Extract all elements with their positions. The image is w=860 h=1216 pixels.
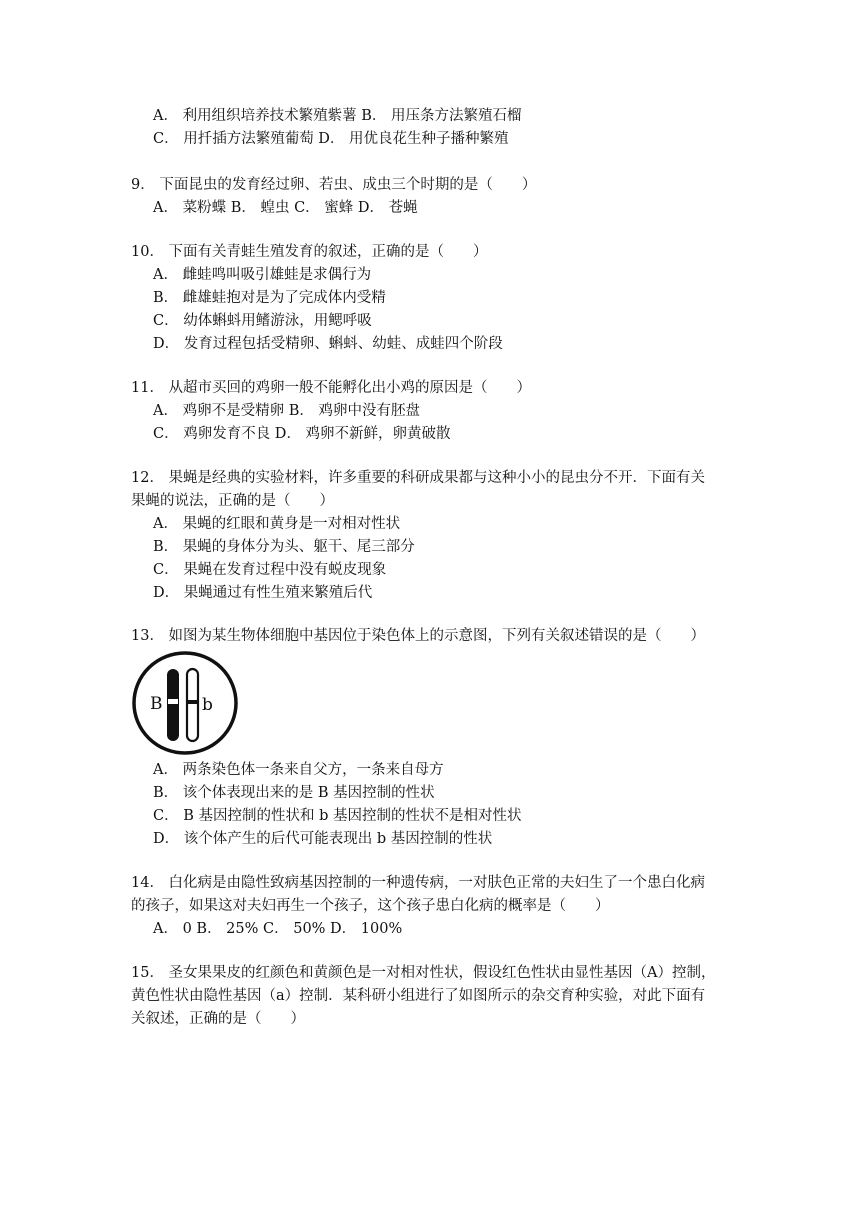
- q12-option-a: A． 果蝇的红眼和黄身是一对相对性状: [153, 516, 401, 532]
- q10-option-a: A． 雌蛙鸣叫吸引雄蛙是求偶行为: [153, 267, 372, 283]
- q9-stem: 9． 下面昆虫的发育经过卵、若虫、成虫三个时期的是（ ）: [131, 177, 537, 193]
- gene-label-b: b: [202, 695, 213, 715]
- q13-option-a: A． 两条染色体一条来自父方，一条来自母方: [153, 762, 444, 778]
- q11-option-cd: C． 鸡卵发育不良 D． 鸡卵不新鲜，卵黄破散: [153, 426, 451, 442]
- q12-option-d: D． 果蝇通过有性生殖来繁殖后代: [153, 585, 373, 601]
- q10-stem: 10． 下面有关青蛙生殖发育的叙述，正确的是（ ）: [131, 244, 488, 260]
- q8-option-cd: C． 用扦插方法繁殖葡萄 D． 用优良花生种子播种繁殖: [153, 131, 509, 147]
- q12-option-b: B． 果蝇的身体分为头、躯干、尾三部分: [153, 539, 415, 555]
- q12-stem-continued: 果蝇的说法，正确的是（ ）: [131, 493, 334, 509]
- q12-stem: 12． 果蝇是经典的实验材料，许多重要的科研成果都与这种小小的昆虫分不开．下面有关: [131, 470, 706, 486]
- gene-locus-b: [187, 700, 198, 704]
- q14-options: A． 0 B． 25% C． 50% D． 100%: [153, 921, 403, 937]
- q11-option-ab: A． 鸡卵不是受精卵 B． 鸡卵中没有胚盘: [153, 403, 420, 419]
- q14-stem: 14． 白化病是由隐性致病基因控制的一种遗传病，一对肤色正常的夫妇生了一个患白化病: [131, 875, 706, 891]
- q13-stem: 13． 如图为某生物体细胞中基因位于染色体上的示意图，下列有关叙述错误的是（ ）: [131, 628, 706, 644]
- gene-label-B: B: [150, 694, 163, 714]
- q12-option-c: C． 果蝇在发育过程中没有蜕皮现象: [153, 562, 387, 578]
- q11-stem: 11． 从超市买回的鸡卵一般不能孵化出小鸡的原因是（ ）: [131, 380, 532, 396]
- q15-stem-continued: 黄色性状由隐性基因（a）控制．某科研小组进行了如图所示的杂交育种实验，对此下面有: [131, 988, 706, 1004]
- q8-option-ab: A． 利用组织培养技术繁殖紫薯 B． 用压条方法繁殖石榴: [153, 108, 522, 124]
- q13-option-d: D． 该个体产生的后代可能表现出 b 基因控制的性状: [153, 831, 493, 847]
- q14-stem-continued: 的孩子，如果这对夫妇再生一个孩子，这个孩子患白化病的概率是（ ）: [131, 898, 610, 914]
- q10-option-d: D． 发育过程包括受精卵、蝌蚪、幼蛙、成蛙四个阶段: [153, 336, 503, 352]
- gene-locus-B: [168, 699, 178, 704]
- q13-option-c: C． B 基因控制的性状和 b 基因控制的性状不是相对性状: [153, 808, 522, 824]
- chromosome-diagram: [131, 650, 239, 756]
- chromosome-left: [167, 669, 179, 741]
- q15-stem-continued-2: 关叙述，正确的是（ ）: [131, 1011, 305, 1027]
- q15-stem: 15． 圣女果果皮的红颜色和黄颜色是一对相对性状，假设红色性状由显性基因（A）控制，: [131, 965, 716, 981]
- q13-option-b: B． 该个体表现出来的是 B 基因控制的性状: [153, 785, 435, 801]
- chromosome-right: [187, 669, 198, 741]
- q10-option-b: B． 雌雄蛙抱对是为了完成体内受精: [153, 290, 386, 306]
- q9-options: A． 菜粉蝶 B． 蝗虫 C． 蜜蜂 D． 苍蝇: [153, 200, 418, 216]
- q10-option-c: C． 幼体蝌蚪用鳍游泳，用鳃呼吸: [153, 313, 372, 329]
